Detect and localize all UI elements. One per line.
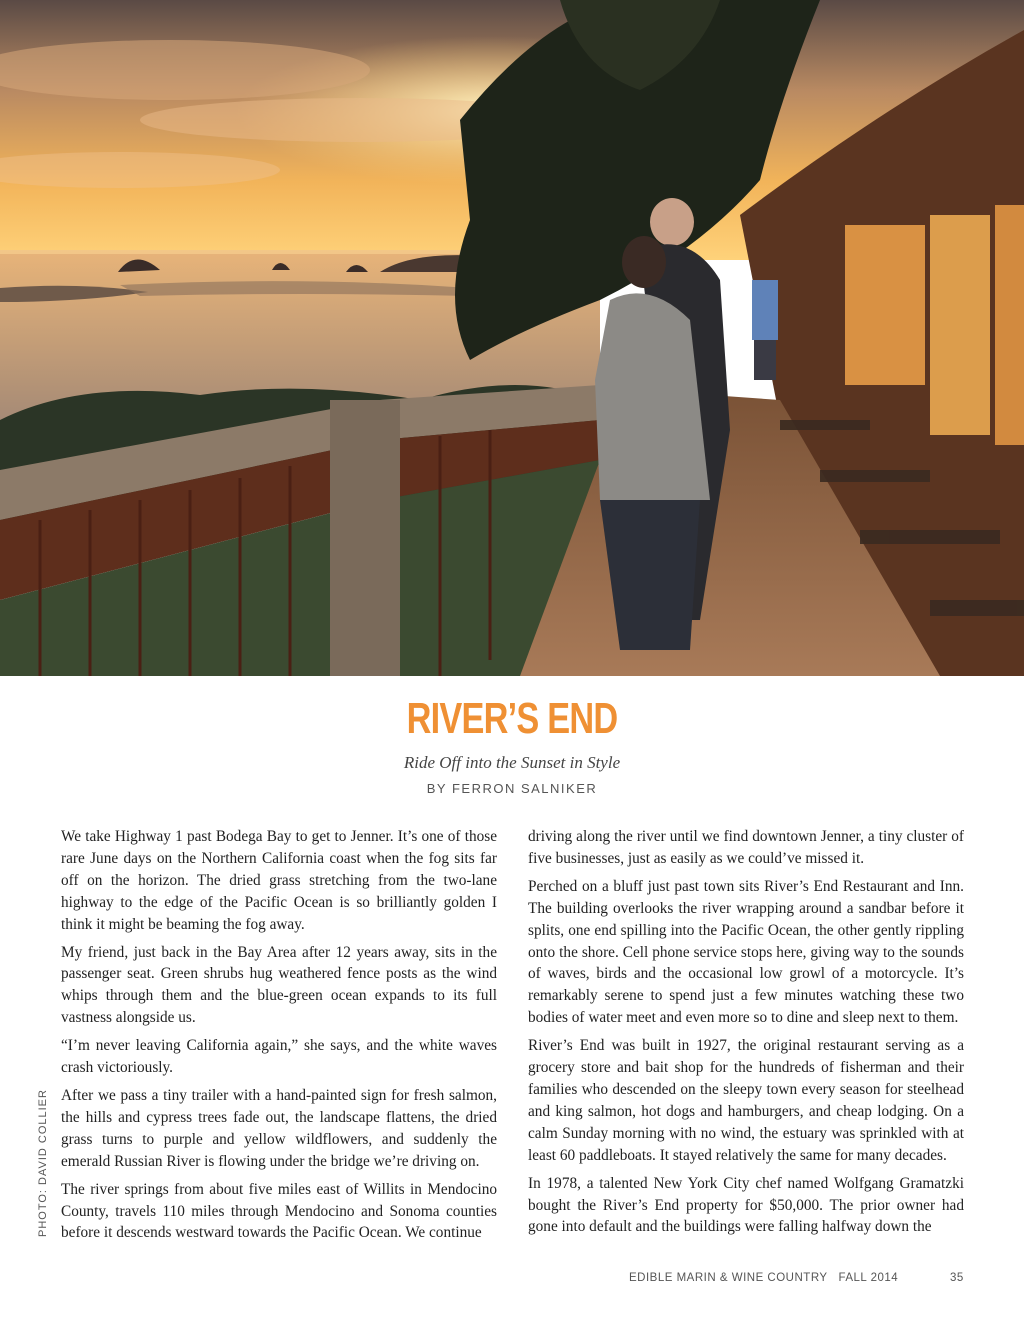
paragraph: After we pass a tiny trailer with a hand-painted sign for fresh salmon, the hills and cypress trees fade out, the landscape flattens, the dried grass turns to purple and yellow wildflowers, and suddenly the emerald Russian River is flowing under the bridge we’re driving on.: [61, 1086, 497, 1170]
body-column-left: [61, 826, 497, 1250]
paragraph: In 1978, a talented New York City chef named Wolfgang Gramatzki bought the River’s End property for $50,000. The prior owner had gone into default and the buildings were falling halfway down the: [528, 1174, 964, 1236]
article-byline: BY FERRON SALNIKER: [426, 781, 598, 796]
footer-publication: EDIBLE MARIN & WINE COUNTRY FALL 2014: [629, 1272, 899, 1284]
body-column-right: [528, 826, 964, 1244]
paragraph: driving along the river until we find downtown Jenner, a tiny cluster of five businesses, just as easily as we could’ve missed it.: [528, 828, 964, 867]
paragraph: “I’m never leaving California again,” she says, and the white waves crash victoriously.: [61, 1037, 497, 1077]
photo-credit: PHOTO: DAVID COLLIER: [37, 1089, 49, 1237]
article-header: [0, 694, 1024, 798]
paragraph: The river springs from about five miles east of Willits in Mendocino County, travels 110 miles through Mendocino and Sonoma counties before it descends westward towards the Pacific Ocean. We continue: [61, 1180, 497, 1242]
article-title: RIVER’S END: [406, 694, 618, 743]
article-subtitle: Ride Off into the Sunset in Style: [403, 753, 621, 772]
paragraph: We take Highway 1 past Bodega Bay to get to Jenner. It’s one of those rare June days on the Northern California coast when the fog sits far off on the horizon. The dried grass stretching from the two-lane highway to the edge of the Pacific Ocean is so brilliantly golden I think it might be beaming the fog away.: [61, 828, 497, 933]
paragraph: River’s End was built in 1927, the original restaurant serving as a grocery store and bait shop for the hundreds of fisherman and their families who descended on the sleepy town every season for steelhead and king salmon, hot dogs and hamburgers, and cheap lodging. On a calm Sunday morning with no wind, the estuary was sprinkled with at least 60 paddleboats. It stayed relatively the same for many decades.: [528, 1037, 964, 1164]
paragraph: Perched on a bluff just past town sits River’s End Restaurant and Inn. The building overlooks the river wrapping around a sandbar before it splits, one end spilling into the Pacific Ocean, the other gently rippling onto the shore. Cell phone service stops here, giving way to the sounds of waves, birds and the occasional low growl of a motorcycle. It’s remarkably serene to spend just a few minutes watching these two bodies of water meet and even more so to dine and sleep next to them.: [528, 877, 964, 1027]
page-number: 35: [950, 1272, 964, 1284]
paragraph: My friend, just back in the Bay Area after 12 years away, sits in the passenger seat. Green shrubs hug weathered fence posts as the wind whips through them and the blue-green ocean expands to its full vastness alongside us.: [61, 943, 497, 1027]
